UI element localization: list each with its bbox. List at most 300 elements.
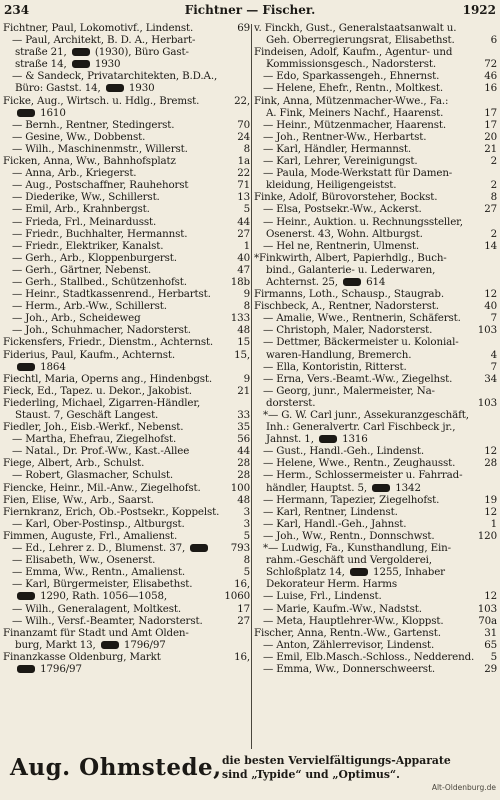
directory-entry-line (3, 615, 250, 627)
directory-entry-line (3, 469, 250, 481)
page-year: 1922 (462, 3, 496, 17)
house-number: 24 (237, 130, 250, 143)
entry-text: — Amalie, Wwe., Rentnerin, Schäferst. (263, 312, 461, 325)
entry-text: — Friedr., Elektriker, Kanalst. (12, 239, 164, 252)
directory-entry-line (254, 46, 497, 58)
house-number: 27 (237, 614, 250, 627)
entry-text: — Meta, Hauptlehrer-Ww., Kloppst. (263, 614, 444, 627)
entry-text: Finke, Adolf, Bürovorsteher, Bockst. (254, 191, 438, 204)
entry-text: — Karl, Rentner, Lindenst. (263, 505, 398, 518)
telephone-icon (350, 568, 368, 576)
directory-entry-line (254, 70, 497, 82)
directory-entry-line (3, 530, 250, 542)
house-number: 47 (237, 263, 250, 276)
directory-entry-line (3, 336, 250, 348)
directory-entry-line (3, 288, 250, 300)
directory-entry-line (3, 663, 250, 675)
house-number: 21 (237, 384, 250, 397)
directory-entry-line (254, 651, 497, 663)
house-number: 8 (243, 554, 250, 567)
entry-text: — Paul, Architekt, B. D. A., Herbart- (12, 34, 196, 47)
entry-text: — Elsa, Postsekr.-Ww., Ackerst. (263, 203, 422, 216)
entry-text: Fieck, Ed., Tapez. u. Dekor., Jakobist. (3, 384, 192, 397)
directory-entry-line (3, 324, 250, 336)
entry-text: 1290, Rath. 1056—1058, (15, 590, 167, 602)
page-number: 234 (4, 3, 30, 17)
directory-entry-line (3, 397, 250, 409)
directory-entry-line (254, 22, 497, 34)
house-number: 8 (243, 142, 250, 155)
directory-entry-line (254, 506, 497, 518)
directory-entry-line (3, 409, 250, 421)
entry-text: — Joh., Arb., Scheideweg (12, 312, 141, 325)
entry-text: — Gerh., Arb., Kloppenburgerst. (12, 251, 177, 264)
house-number: 5 (243, 203, 250, 216)
house-number: 793 (230, 542, 250, 555)
directory-entry-line (3, 119, 250, 131)
directory-entry-line (254, 300, 497, 312)
entry-text: — Karl, Bürgermeister, Elisabethst. (12, 578, 193, 591)
house-number: 15 (237, 336, 250, 349)
directory-entry-line (254, 397, 497, 409)
entry-text: kleidung, Heiligengeistst. (266, 179, 397, 192)
directory-entry-line (254, 445, 497, 457)
page-title: Fichtner — Fischer. (184, 3, 316, 17)
directory-entry-line (254, 216, 497, 228)
directory-entry-line (3, 554, 250, 566)
entry-text: *— Ludwig, Fa., Kunsthandlung, Ein- (263, 542, 451, 555)
telephone-icon (17, 592, 35, 600)
directory-entry-line (254, 469, 497, 481)
entry-text: Finanzkasse Oldenburg, Markt (3, 650, 161, 663)
entry-text: — Aug., Postschaffner, Rauhehorst (12, 179, 189, 192)
directory-entry-line (254, 590, 497, 602)
entry-text: dorsterst. (266, 396, 316, 409)
house-number: 5 (243, 566, 250, 579)
directory-entry-line (3, 179, 250, 191)
entry-text: A. Fink, Meiners Nachf., Haarenst. (266, 106, 444, 119)
house-number: 8 (490, 191, 497, 204)
entry-text: Fiencke, Heinr., Mil.-Anw., Ziegelhofst. (3, 481, 201, 494)
house-number: 44 (237, 215, 250, 228)
entry-text: — Heinr., Auktion. u. Rechnungssteller, (263, 215, 463, 228)
house-number: 5 (490, 650, 497, 663)
entry-text: Finanzamt für Stadt und Amt Olden- (3, 626, 189, 639)
telephone-icon (319, 435, 337, 443)
directory-entry-line (254, 119, 497, 131)
directory-entry-line (254, 143, 497, 155)
directory-entry-line (254, 349, 497, 361)
directory-entry-line (254, 228, 497, 240)
house-number: 1 (490, 517, 497, 530)
directory-entry-line (3, 276, 250, 288)
directory-entry-line (3, 518, 250, 530)
directory-entry-line (254, 58, 497, 70)
entry-text: — Wilh., Versf.-Beamter, Nadorsterst. (12, 614, 203, 627)
entry-text: 1864 (15, 361, 66, 373)
house-number: 22 (237, 167, 250, 180)
house-number: 17 (484, 106, 497, 119)
directory-entry-line (3, 252, 250, 264)
house-number: 28 (484, 457, 497, 470)
entry-text: — Heinr., Mützenmacher, Haarenst. (263, 118, 447, 131)
entry-text: Firmanns, Loth., Schausp., Staugrab. (254, 288, 444, 301)
entry-text: — Karl, Handl.-Geh., Jahnst. (263, 517, 407, 530)
house-number: 1060 (224, 590, 250, 603)
left-column (3, 22, 250, 752)
entry-text: — Natal., Dr. Prof.-Ww., Kast.-Allee (12, 445, 190, 458)
house-number: 4 (490, 348, 497, 361)
directory-entry-line (254, 457, 497, 469)
entry-text: waren-Handlung, Bremerch. (266, 348, 412, 361)
directory-entry-line (3, 34, 250, 46)
house-number: 48 (237, 324, 250, 337)
house-number: 40 (237, 251, 250, 264)
directory-entry-line (3, 445, 250, 457)
house-number: 100 (230, 481, 250, 494)
directory-entry-line (254, 203, 497, 215)
house-number: 3 (243, 505, 250, 518)
directory-entry-line (254, 324, 497, 336)
directory-entry-line (254, 361, 497, 373)
house-number: 8 (243, 300, 250, 313)
house-number: 5 (243, 529, 250, 542)
house-number: 13 (237, 191, 250, 204)
entry-text: Fiernkranz, Erich, Ob.-Postsekr., Koppelst. (3, 505, 220, 518)
entry-text: Schloßplatz 14, 1255, Inhaber (266, 566, 445, 579)
source-credit: Alt-Oldenburg.de (431, 783, 496, 792)
directory-entry-line (254, 409, 497, 421)
house-number: 14 (484, 239, 497, 252)
house-number: 15, (234, 348, 250, 361)
page-header (4, 3, 496, 21)
house-number: 65 (484, 638, 497, 651)
entry-text: — Emma, Ww., Donnerschweerst. (263, 662, 435, 675)
house-number: 27 (484, 203, 497, 216)
entry-text: — Karl, Händler, Hermannst. (263, 142, 412, 155)
entry-text: — Elisabeth, Ww., Osenerst. (12, 554, 156, 567)
entry-text: — Karl, Lehrer, Vereinigungst. (263, 155, 418, 168)
directory-entry-line (3, 361, 250, 373)
entry-text: — Joh., Ww., Rentn., Donnschwst. (263, 529, 435, 542)
directory-entry-line (254, 385, 497, 397)
house-number: 27 (237, 227, 250, 240)
directory-entry-line (254, 639, 497, 651)
house-number: 1 (243, 239, 250, 252)
house-number: 12 (484, 590, 497, 603)
house-number: 72 (484, 58, 497, 71)
advertisement (0, 752, 500, 792)
house-number: 12 (484, 288, 497, 301)
directory-entry-line (254, 421, 497, 433)
entry-text: — Bernh., Rentner, Stedingerst. (12, 118, 175, 131)
directory-entry-line (254, 578, 497, 590)
directory-entry-line (254, 288, 497, 300)
house-number: 12 (484, 505, 497, 518)
house-number: 28 (237, 457, 250, 470)
directory-entry-line (3, 506, 250, 518)
directory-entry-line (254, 482, 497, 494)
house-number: 1a (237, 155, 250, 168)
directory-entry-line (3, 191, 250, 203)
house-number: 40 (484, 300, 497, 313)
right-column (254, 22, 497, 752)
entry-text: *— G. W. Carl junr., Assekuranzgeschäft, (263, 409, 469, 421)
directory-entry-line (3, 651, 250, 663)
directory-entry-line (254, 518, 497, 530)
house-number: 2 (490, 155, 497, 168)
entry-text: Dekorateur Herm. Harms (266, 578, 398, 591)
house-number: 71 (237, 179, 250, 192)
directory-entry-line (254, 494, 497, 506)
directory-entry-line (254, 433, 497, 445)
directory-entry-line (254, 336, 497, 348)
entry-text: Fien, Elise, Ww., Arb., Saarst. (3, 493, 154, 506)
entry-text: Staust. 7, Geschäft Langest. (15, 409, 159, 421)
directory-entry-line (3, 167, 250, 179)
house-number: 2 (490, 179, 497, 192)
house-number: 9 (243, 372, 250, 385)
house-number: 34 (484, 372, 497, 385)
entry-text: — Joh., Rentner-Ww., Herbartst. (263, 130, 427, 143)
telephone-icon (190, 544, 208, 552)
telephone-icon (17, 109, 35, 117)
entry-text: Fickensfers, Friedr., Dienstm., Achternst. (3, 336, 214, 349)
entry-text: Kommissionsgesch., Nadorsterst. (266, 58, 436, 71)
telephone-icon (72, 48, 90, 56)
directory-entry-line (254, 34, 497, 46)
entry-text: — Friedr., Buchhalter, Hermannst. (12, 227, 188, 240)
telephone-icon (343, 278, 361, 286)
house-number: 133 (230, 312, 250, 325)
house-number: 7 (490, 360, 497, 373)
directory-entry-line (3, 566, 250, 578)
entry-text: — Martha, Ehefrau, Ziegelhofst. (12, 433, 177, 446)
directory-entry-line (3, 95, 250, 107)
directory-entry-line (254, 603, 497, 615)
entry-text: — Ed., Lehrer z. D., Blumenst. 37, (12, 542, 210, 554)
directory-entry-line (3, 22, 250, 34)
entry-text: — Edo, Sparkassengeh., Ehnernst. (263, 70, 440, 83)
house-number: 120 (477, 529, 497, 542)
house-number: 33 (237, 409, 250, 421)
directory-entry-line (3, 70, 250, 82)
house-number: 31 (484, 626, 497, 639)
entry-text: Findeisen, Adolf, Kaufm., Agentur- und (254, 46, 453, 59)
entry-text: Ficke, Aug., Wirtsch. u. Hdlg., Bremst. (3, 94, 200, 107)
directory-entry-line (3, 627, 250, 639)
house-number: 46 (484, 70, 497, 83)
advertisement-line-1: die besten Vervielfältigungs-Apparate (222, 754, 451, 767)
house-number: 7 (490, 312, 497, 325)
directory-entry-line (254, 179, 497, 191)
telephone-icon (17, 363, 35, 371)
directory-entry-line (254, 312, 497, 324)
entry-text: Fichtner, Paul, Lokomotivf., Lindenst. (3, 22, 194, 34)
entry-text: — Ella, Kontoristin, Ritterst. (263, 360, 407, 373)
entry-text: — Karl, Ober-Postinsp., Altburgst. (12, 517, 185, 530)
house-number: 20 (484, 130, 497, 143)
entry-text: — Joh., Schuhmacher, Nadorsterst. (12, 324, 191, 337)
house-number: 56 (237, 433, 250, 446)
directory-entry-line (3, 373, 250, 385)
house-number: 16 (484, 82, 497, 95)
entry-text: Fimmen, Auguste, Frl., Amalienst. (3, 529, 178, 542)
house-number: 48 (237, 493, 250, 506)
house-number: 103 (477, 324, 497, 337)
directory-entry-line (3, 578, 250, 590)
entry-text: — Helene, Ehefr., Rentn., Moltkest. (263, 82, 443, 95)
directory-entry-line (254, 554, 497, 566)
house-number: 2 (490, 227, 497, 240)
entry-text: Geh. Oberregierungsrat, Elisabethst. (266, 34, 455, 47)
entry-text: — Emma, Ww., Rentn., Amalienst. (12, 566, 186, 579)
house-number: 12 (484, 445, 497, 458)
directory-entry-line (3, 421, 250, 433)
directory-entry-line (3, 264, 250, 276)
entry-text: — Herm., Schlossermeister u. Fahrrad- (263, 469, 463, 482)
house-number: 35 (237, 421, 250, 434)
entry-text: Ficken, Anna, Ww., Bahnhofsplatz (3, 155, 176, 168)
directory-entry-line (3, 155, 250, 167)
entry-text: — Gerh., Stallbed., Schützenhofst. (12, 275, 187, 288)
directory-entry-line (3, 82, 250, 94)
directory-entry-line (3, 433, 250, 445)
entry-text: — Gerh., Gärtner, Nebenst. (12, 263, 151, 276)
entry-text: — Anton, Zählerrevisor, Lindenst. (263, 638, 435, 651)
house-number: 70 (237, 118, 250, 131)
directory-entry-line (254, 167, 497, 179)
entry-text: Jahnst. 1, 1316 (266, 433, 368, 446)
directory-entry-line (3, 590, 250, 602)
entry-text: burg, Markt 13, 1796/97 (15, 638, 166, 651)
house-number: 29 (484, 662, 497, 675)
directory-entry-line (254, 530, 497, 542)
entry-text: — Herm., Arb.-Ww., Schillerst. (12, 300, 167, 313)
directory-entry-line (3, 143, 250, 155)
entry-text: Fiderius, Paul, Kaufm., Achternst. (3, 348, 175, 361)
directory-entry-line (3, 639, 250, 651)
directory-entry-line (3, 457, 250, 469)
directory-entry-line (254, 373, 497, 385)
entry-text: — Emil, Arb., Krahnbergst. (12, 203, 150, 216)
entry-text: — Georg, junr., Malermeister, Na- (263, 384, 435, 397)
directory-entry-line (3, 385, 250, 397)
advertiser-name: Aug. Ohmstede, (10, 754, 222, 781)
house-number: 16, (234, 650, 250, 663)
directory-entry-line (254, 240, 497, 252)
entry-text: — Hel ne, Rentnerin, Ulmenst. (263, 239, 420, 252)
entry-text: — Wilh., Generalagent, Moltkest. (12, 602, 181, 615)
entry-text: — Hermann, Tapezier, Ziegelhofst. (263, 493, 440, 506)
directory-entry-line (3, 542, 250, 554)
entry-text: Inh.: Generalvertr. Carl Fischbeck jr., (266, 421, 456, 434)
entry-text: Fink, Anna, Mützenmacher-Wwe., Fa.: (254, 94, 449, 107)
directory-entry-line (254, 155, 497, 167)
house-number: 103 (477, 396, 497, 409)
entry-text: Büro: Gastst. 14, 1930 (15, 82, 155, 95)
telephone-icon (17, 665, 35, 673)
house-number: 17 (237, 602, 250, 615)
entry-text: — Emil, Elb.Masch.-Schloss., Nedderend. (263, 650, 475, 663)
house-number: 28 (237, 469, 250, 482)
entry-text: — Dettmer, Bäckermeister u. Kolonial- (263, 336, 459, 349)
directory-entry-line (254, 276, 497, 288)
entry-text: Fischer, Anna, Rentn.-Ww., Gartenst. (254, 626, 441, 639)
directory-entry-line (254, 131, 497, 143)
directory-entry-line (3, 228, 250, 240)
directory-entry-line (254, 82, 497, 94)
entry-text: — Luise, Frl., Lindenst. (263, 590, 382, 603)
advertisement-line-2: sind „Typide“ und „Optimus“. (222, 768, 400, 781)
telephone-icon (72, 60, 90, 68)
entry-text: Osenerst. 43, Wohn. Altburgst. (266, 227, 423, 240)
entry-text: — Paula, Mode-Werkstatt für Damen- (263, 167, 453, 180)
directory-entry-line (3, 482, 250, 494)
directory-entry-line (3, 603, 250, 615)
telephone-icon (372, 484, 390, 492)
entry-text: straße 14, 1930 (15, 58, 121, 71)
house-number: 103 (477, 602, 497, 615)
entry-text: Fiechtl, Maria, Operns ang., Hindenbgst. (3, 372, 213, 385)
column-divider (251, 24, 252, 749)
directory-entry-line (3, 494, 250, 506)
directory-entry-line (254, 615, 497, 627)
entry-text: — Christoph, Maler, Nadorsterst. (263, 324, 433, 337)
entry-text: Fiederling, Michael, Zigarren-Händler, (3, 396, 201, 409)
entry-text: 1796/97 (15, 663, 82, 675)
directory-entry-line (3, 216, 250, 228)
directory-entry-line (254, 627, 497, 639)
entry-text: 1610 (15, 107, 66, 119)
house-number: 19 (484, 493, 497, 506)
house-number: 21 (484, 142, 497, 155)
directory-entry-line (3, 46, 250, 58)
directory-entry-line (254, 542, 497, 554)
directory-entry-line (254, 264, 497, 276)
house-number: 44 (237, 445, 250, 458)
telephone-icon (101, 641, 119, 649)
directory-entry-line (254, 566, 497, 578)
house-number: 16, (234, 578, 250, 591)
entry-text: *Finkwirth, Albert, Papierhdlg., Buch- (254, 251, 447, 264)
entry-text: — & Sandeck, Privatarchitekten, B.D.A., (12, 70, 218, 83)
directory-entry-line (3, 107, 250, 119)
entry-text: rahm.-Geschäft und Vergolderei, (266, 554, 432, 567)
house-number: 70a (478, 614, 497, 627)
entry-text: Fiedler, Joh., Eisb.-Werkf., Nebenst. (3, 421, 184, 434)
entry-text: — Gesine, Ww., Dobbenst. (12, 130, 146, 143)
entry-text: — Diederike, Ww., Schillerst. (12, 191, 160, 204)
entry-text: — Heinr., Stadtkassenrend., Herbartst. (12, 288, 211, 301)
directory-entry-line (3, 300, 250, 312)
directory-entry-line (3, 203, 250, 215)
house-number: 3 (243, 517, 250, 530)
entry-text: — Anna, Arb., Kriegerst. (12, 167, 137, 180)
house-number: 69 (237, 22, 250, 34)
directory-entry-line (254, 191, 497, 203)
house-number: 9 (243, 288, 250, 301)
directory-entry-line (254, 107, 497, 119)
entry-text: — Robert, Glasmacher, Schulst. (12, 469, 174, 482)
directory-entry-line (3, 131, 250, 143)
entry-text: bind., Galanterie- u. Lederwaren, (266, 263, 436, 276)
entry-text: straße 21, (1930), Büro Gast- (15, 46, 189, 59)
directory-entry-line (3, 240, 250, 252)
entry-text: — Gust., Handl.-Geh., Lindenst. (263, 445, 424, 458)
entry-text: Fischbeck, A., Rentner, Nadorsterst. (254, 300, 439, 313)
house-number: 18b (230, 275, 250, 288)
